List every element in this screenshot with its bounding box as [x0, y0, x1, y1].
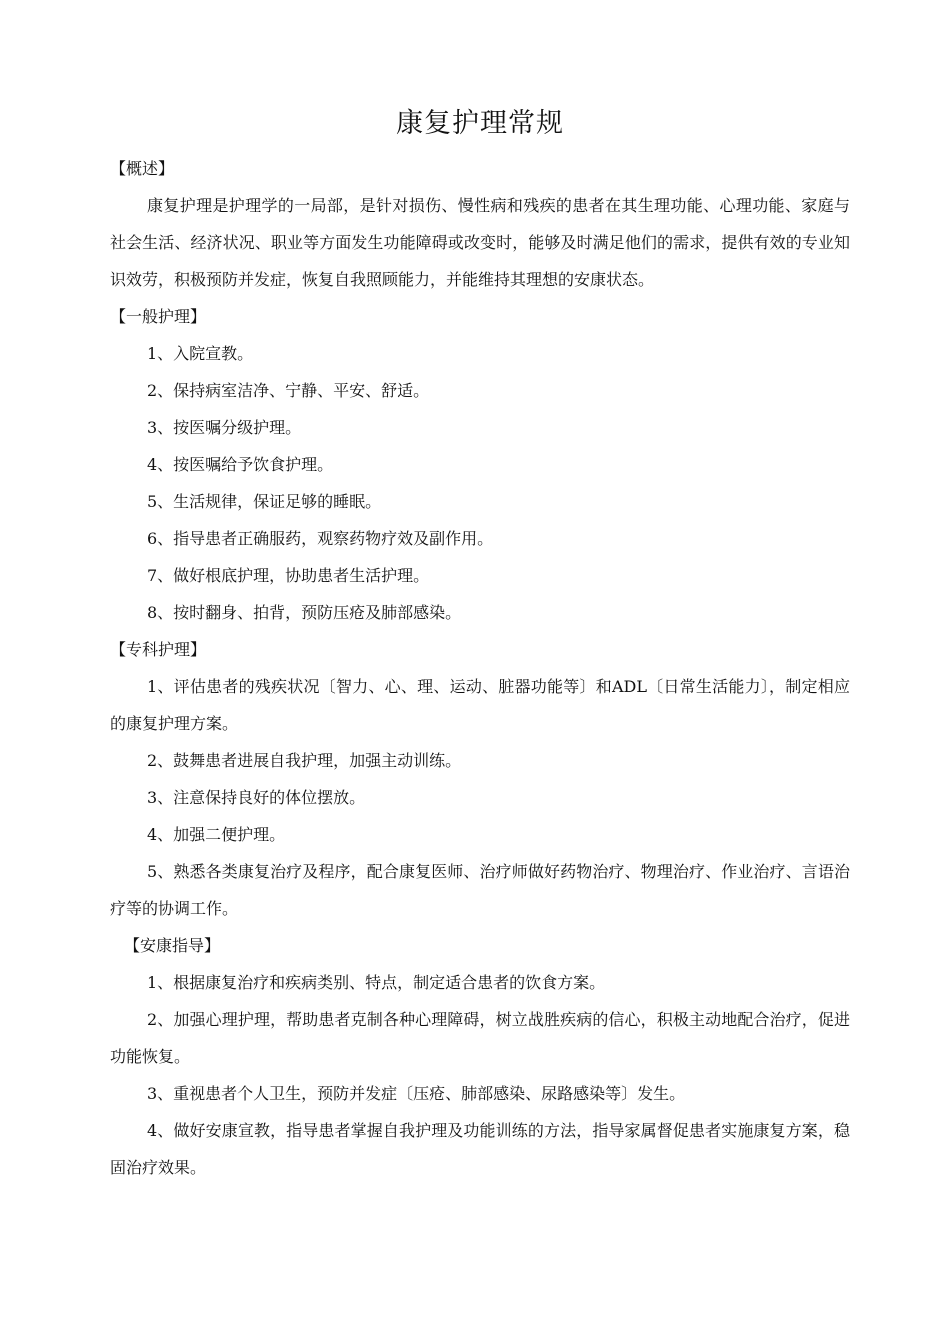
section-overview	[110, 150, 850, 298]
health-guidance-item: 1、根据康复治疗和疾病类别、特点，制定适合患者的饮食方案。	[147, 973, 606, 992]
health-guidance-item: 2、加强心理护理，帮助患者克制各种心理障碍，树立战胜疾病的信心，积极主动地配合治疗，促进功能恢复。	[110, 1010, 850, 1066]
general-care-item: 7、做好根底护理，协助患者生活护理。	[147, 566, 430, 585]
section-heading-health-guidance: 【安康指导】	[124, 936, 221, 955]
general-care-item: 4、按医嘱给予饮食护理。	[147, 455, 334, 474]
general-care-item: 5、生活规律，保证足够的睡眠。	[147, 492, 382, 511]
overview-paragraph: 康复护理是护理学的一局部，是针对损伤、慢性病和残疾的患者在其生理功能、心理功能、家庭与社会生活、经济状况、职业等方面发生功能障碍或改变时，能够及时满足他们的需求，提供有效的专业知识效劳，积极预防并发症，恢复自我照顾能力，并能维持其理想的安康状态。	[110, 196, 850, 289]
general-care-item: 3、按医嘱分级护理。	[147, 418, 302, 437]
specialty-care-item: 1、评估患者的残疾状况〔智力、心、理、运动、脏器功能等〕和ADL〔日常生活能力〕，制定相应的康复护理方案。	[110, 677, 850, 733]
general-care-item: 6、指导患者正确服药，观察药物疗效及副作用。	[147, 529, 494, 548]
document-page	[110, 100, 850, 1186]
general-care-item: 1、入院宣教。	[147, 344, 254, 363]
specialty-care-item: 4、加强二便护理。	[147, 825, 286, 844]
general-care-item: 8、按时翻身、拍背，预防压疮及肺部感染。	[147, 603, 462, 622]
specialty-care-item: 5、熟悉各类康复治疗及程序，配合康复医师、治疗师做好药物治疗、物理治疗、作业治疗、言语治疗等的协调工作。	[110, 862, 850, 918]
section-health-guidance	[110, 927, 850, 1186]
document-title: 康复护理常规	[396, 108, 564, 139]
specialty-care-item: 2、鼓舞患者进展自我护理，加强主动训练。	[147, 751, 462, 770]
health-guidance-item: 4、做好安康宣教，指导患者掌握自我护理及功能训练的方法，指导家属督促患者实施康复方案，稳固治疗效果。	[110, 1121, 850, 1177]
specialty-care-item: 3、注意保持良好的体位摆放。	[147, 788, 366, 807]
section-general-care	[110, 298, 850, 631]
section-heading-general-care: 【一般护理】	[110, 307, 207, 326]
section-heading-specialty-care: 【专科护理】	[110, 640, 207, 659]
health-guidance-item: 3、重视患者个人卫生，预防并发症〔压疮、肺部感染、尿路感染等〕发生。	[147, 1084, 686, 1103]
section-heading-overview: 【概述】	[110, 159, 175, 178]
section-specialty-care	[110, 631, 850, 927]
general-care-item: 2、保持病室洁净、宁静、平安、舒适。	[147, 381, 430, 400]
